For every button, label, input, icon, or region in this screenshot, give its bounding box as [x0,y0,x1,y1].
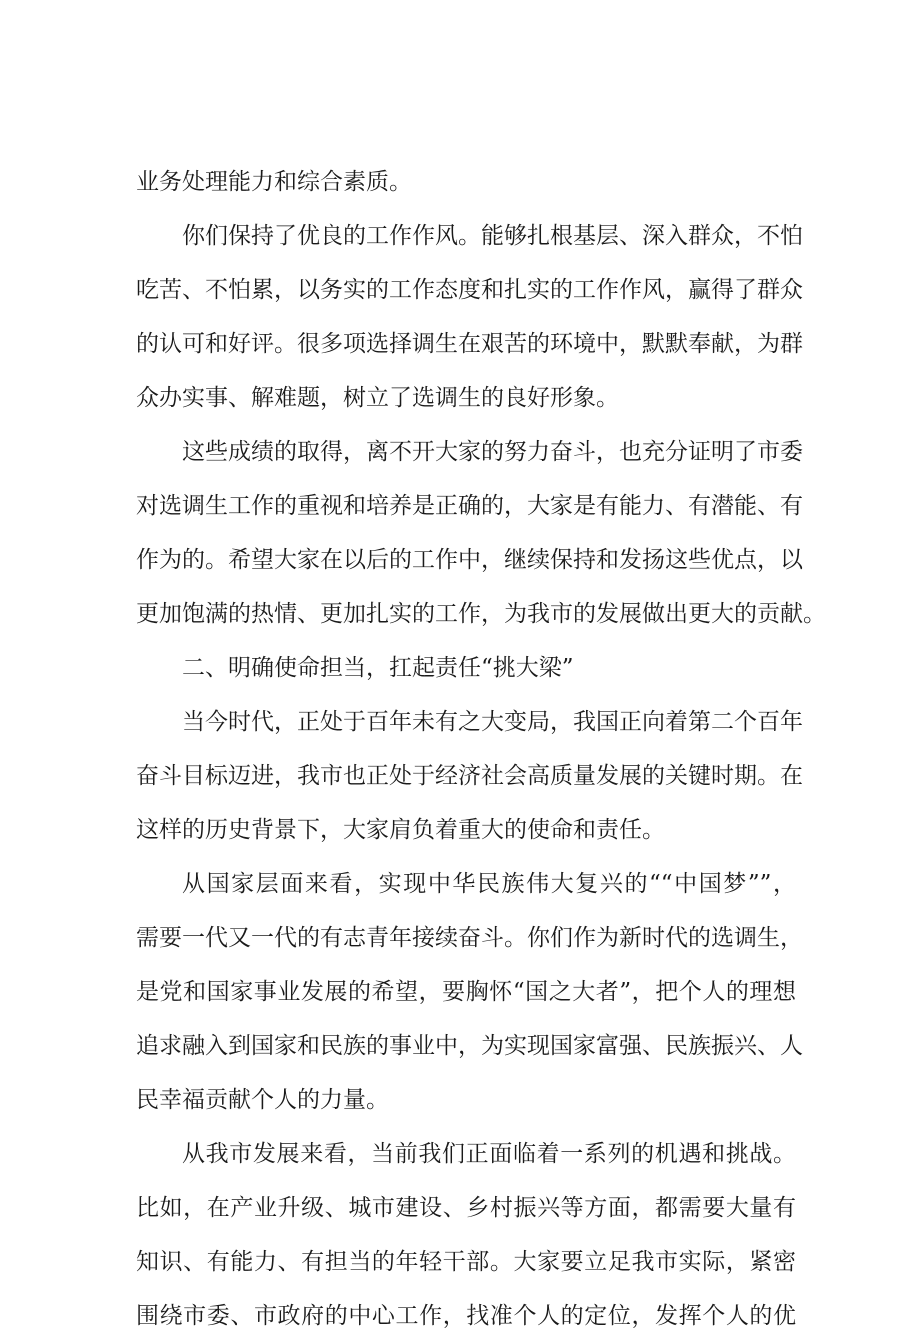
text-line: 追求融入到国家和民族的事业中，为实现国家富强、民族振兴、人 [136,1033,803,1059]
text-line: 对选调生工作的重视和培养是正确的，大家是有能力、有潜能、有 [136,493,803,519]
text-line: 是党和国家事业发展的希望，要胸怀“国之大者”，把个人的理想 [136,979,796,1005]
text-line: 从国家层面来看，实现中华民族伟大复兴的““中国梦””， [182,871,796,897]
text-line: 的认可和好评。很多项选择调生在艰苦的环境中，默默奉献，为群 [136,331,803,357]
text-line: 这些成绩的取得，离不开大家的努力奋斗，也充分证明了市委 [182,439,803,465]
text-line: 吃苦、不怕累，以务实的工作态度和扎实的工作作风，赢得了群众 [136,277,803,303]
text-line: 众办实事、解难题，树立了选调生的良好形象。 [136,385,619,411]
text-line: 奋斗目标迈进，我市也正处于经济社会高质量发展的关键时期。在 [136,763,803,789]
text-line: 作为的。希望大家在以后的工作中，继续保持和发扬这些优点，以 [136,547,803,573]
text-line: 当今时代，正处于百年未有之大变局，我国正向着第二个百年 [182,709,803,735]
text-line: 民幸福贡献个人的力量。 [136,1087,389,1113]
document-body [136,155,826,1343]
text-line: 你们保持了优良的工作作风。能够扎根基层、深入群众，不怕 [182,223,803,249]
section-heading: 二、明确使命担当，扛起责任“挑大梁” [182,655,574,681]
text-line: 需要一代又一代的有志青年接续奋斗。你们作为新时代的选调生， [136,925,803,951]
text-line: 比如，在产业升级、城市建设、乡村振兴等方面，都需要大量有 [136,1195,796,1221]
text-line: 这样的历史背景下，大家肩负着重大的使命和责任。 [136,817,665,843]
text-line: 业务处理能力和综合素质。 [136,169,412,195]
text-line: 围绕市委、市政府的中心工作，找准个人的定位，发挥个人的优 [136,1303,796,1329]
text-line: 从我市发展来看，当前我们正面临着一系列的机遇和挑战。 [182,1141,796,1167]
text-line: 更加饱满的热情、更加扎实的工作，为我市的发展做出更大的贡献。 [136,601,826,627]
text-line: 知识、有能力、有担当的年轻干部。大家要立足我市实际，紧密 [136,1249,796,1275]
